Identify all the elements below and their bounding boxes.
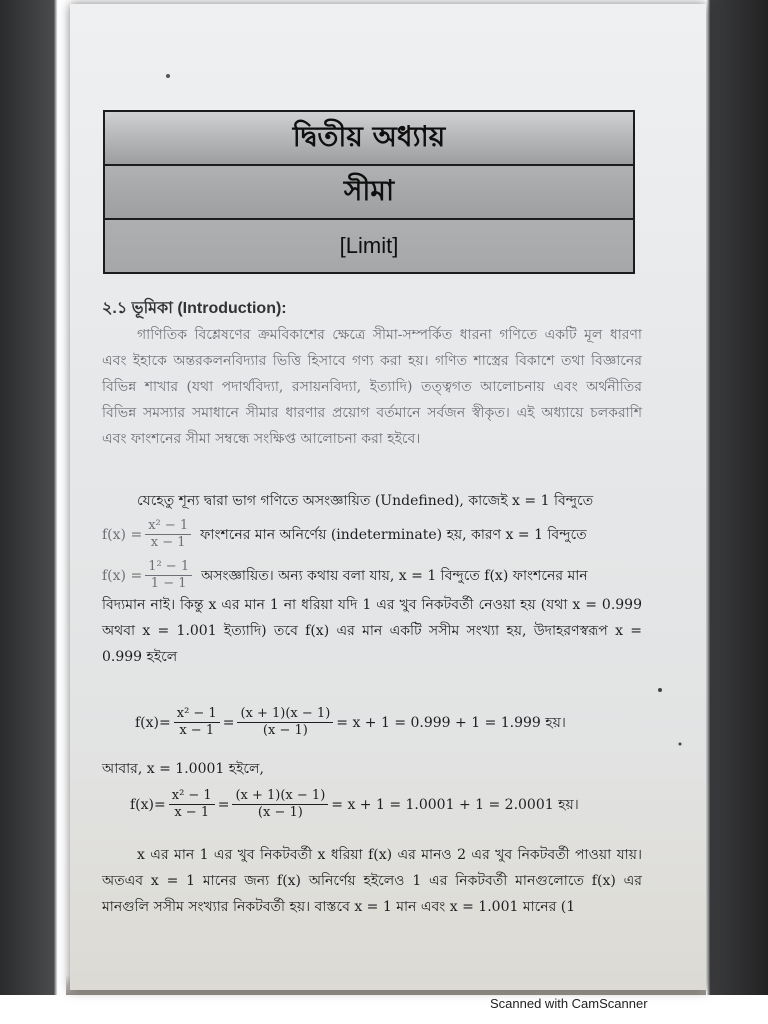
p2-line1: যেহেতু শূন্য দ্বারা ভাগ গণিতে অসংজ্ঞায়িত (Undefined), কাজেই x = 1 বিন্দুতে xyxy=(137,493,594,509)
book-page xyxy=(70,4,706,990)
p2-rest: বিদ্যমান নাই। কিন্তু x এর মান 1 না ধরিয়া যদি 1 এর খুব নিকটবর্তী নেওয়া হয় (যথা x = 0.999 অথবা x = 1.001 ইত্যাদি) তবে f(x) এর মান একটি সসীম সংখ্যা হয়, উদাহরণস্বরূপ x = 0.999 হইলে xyxy=(102,597,642,665)
p2-line3-row xyxy=(102,559,642,592)
scanner-watermark: Scanned with CamScanner xyxy=(490,996,648,1011)
eq1-fraction-a: $\frac{\text{x² − 1}}{x - 1}$ xyxy=(174,706,220,739)
fx-label-2: f(x) = xyxy=(102,567,143,584)
equation-1: f(x)= $\frac{\text{x² − 1}}{x - 1}$ = $\frac{(x + 1)(x - 1)}{(x - 1)}$ = x + 1 = 0.999 + 1 = 1.999 হয়। xyxy=(135,706,566,738)
fraction-x2-1-over-x-1: $\frac{\text{x² − 1}}{x - 1}$ xyxy=(145,518,191,551)
fx-label: f(x) = xyxy=(102,526,143,543)
equation-2: f(x)= $\frac{\text{x² − 1}}{x - 1}$ = $\frac{(x + 1)(x - 1)}{(x - 1)}$ = x + 1 = 1.0001 + 1 = 2.0001 হয়। xyxy=(130,788,579,820)
final-paragraph: x এর মান 1 এর খুব নিকটবর্তী x ধরিয়া f(x) এর মানও 2 এর খুব নিকটবর্তী পাওয়া যায়। অতএব x = 1 মানের জন্য f(x) অনির্ণেয় হইলেও 1 এর নিকটবর্তী মানগুলোতে f(x) এর মানগুলি সসীম সংখ্যার নিকটবর্তী হয়। বাস্তবে x = 1 মান এবং x = 1.001 মানের (1 xyxy=(102,847,642,915)
eq2-fraction-b: $\frac{(x + 1)(x - 1)}{(x - 1)}$ xyxy=(232,788,328,821)
eq1-fraction-b: $\frac{(x + 1)(x - 1)}{(x - 1)}$ xyxy=(237,706,333,739)
p2-line3: অসংজ্ঞায়িত। অন্য কথায় বলা যায়, x = 1 বিন্দুতে f(x) ফাংশনের মান xyxy=(201,567,588,584)
section-block xyxy=(102,296,642,452)
chapter-banner xyxy=(103,110,635,274)
abar-line: আবার, x = 1.0001 হইলে, xyxy=(102,761,264,777)
p2-line2: ফাংশনের মান অনির্ণেয় (indeterminate) হয়, কারণ x = 1 বিন্দুতে xyxy=(200,526,587,543)
intro-paragraph: গাণিতিক বিশ্লেষণের ক্রমবিকাশের ক্ষেত্রে সীমা-সম্পর্কিত ধারনা গণিতে একটি মূল ধারণা এবং ইহাকে অন্তরকলনবিদ্যার ভিত্তি হিসাবে গণ্য করা হয়। গণিত শাস্ত্রের বিকাশে তথা বিজ্ঞানের বিভিন্ন শাখার (যথা পদার্থবিদ্যা, রসায়নবিদ্যা, ইত্যাদি) তত্ত্বগত আলোচনায় এবং অর্থনীতির বিভিন্ন সমস্যার সমাধানে সীমার ধারণার প্রয়োগ বর্তমানে সর্বজন স্বীকৃত। এই অধ্যায়ে চলকরাশি এবং ফাংশনের সীমা সম্বন্ধে সংক্ষিপ্ত আলোচনা করা হইবে। xyxy=(102,327,642,447)
chapter-title-bn: সীমা xyxy=(105,166,633,220)
chapter-label: দ্বিতীয় অধ্যায় xyxy=(105,112,633,166)
fraction-1-over-0: $\frac{\text{1² − 1}}{1 - 1}$ xyxy=(145,559,192,592)
section-heading: ২.১ ভূমিকা (Introduction): xyxy=(102,300,287,317)
chapter-title-en: [Limit] xyxy=(105,220,633,272)
paragraph-2 xyxy=(102,488,642,670)
eq2-fraction-a: $\frac{\text{x² − 1}}{x - 1}$ xyxy=(169,788,215,821)
p2-line2-row xyxy=(102,518,642,551)
